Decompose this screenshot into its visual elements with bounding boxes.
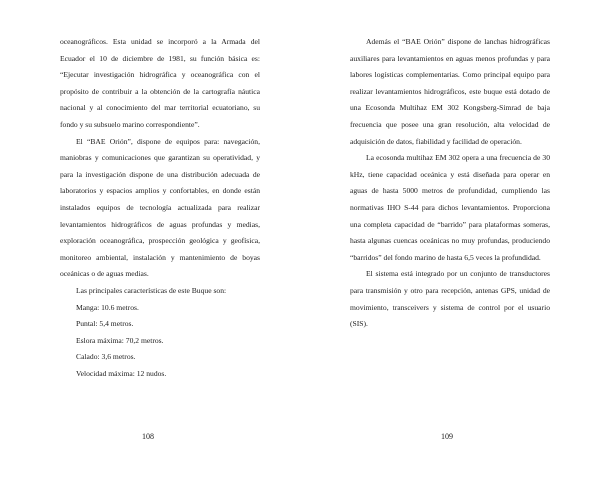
left-paragraph-1: oceanográficos. Esta unidad se incorporó a la Armada del Ecuador el 10 de diciembre de 1981, su función básica es: “Ejecutar investigación hidrográfica y oceanográfica con el propósito de contribuir a la obtención de la cartografía náutica nacional y al conocimiento del mar territorial ecuatoriano, su fondo y su subsuelo marino correspondiente”. (60, 37, 260, 129)
left-page-number: 108 (142, 432, 154, 441)
right-paragraph-2: La ecosonda multihaz EM 302 opera a una frecuencia de 30 kHz, tiene capacidad oceánica y está diseñada para operar en aguas de hasta 5000 metros de profundidad, cumpliendo las normativas IHO S-44 para dichos levantamientos. Proporciona una completa capacidad de “barrido” para plataformas someras, hasta algunas cuencas oceánicas no muy profundas, produciendo “barridos” del fondo marino de hasta 6,5 veces la profundidad. (350, 153, 550, 262)
spec-item-manga: Manga: 10.6 metros. (76, 302, 139, 312)
spec-item-velocidad: Velocidad máxima: 12 nudos. (76, 368, 167, 378)
right-page (350, 34, 550, 333)
spec-item-puntal: Puntal: 5,4 metros. (76, 319, 134, 329)
right-paragraph-1: Además el “BAE Orión” dispone de lanchas hidrográficas auxiliares para levantamientos en aguas menos profundas y para labores logísticas complementarias. Como principal equipo para realizar levantamientos hidrográficos, este buque está dotado de una Ecosonda Multihaz EM 302 Kongsberg-Simrad de baja frecuencia que posee una gran resolución, alta velocidad de adquisición de datos, fiabilidad y facilidad de operación. (350, 37, 550, 146)
right-paragraph-3: El sistema está integrado por un conjunto de transductores para transmisión y otro para recepción, antenas GPS, unidad de movimiento, transceivers y sistema de control por el usuario (SIS). (350, 269, 550, 329)
left-paragraph-3: Las principales características de este Buque son: (76, 285, 227, 295)
spec-item-calado: Calado: 3,6 metros. (76, 352, 136, 362)
spec-item-eslora: Eslora máxima: 70,2 metros. (76, 335, 164, 345)
right-page-number: 109 (441, 432, 453, 441)
left-page (60, 34, 260, 382)
left-paragraph-2: El “BAE Orión”, dispone de equipos para: navegación, maniobras y comunicaciones que garantizan su operatividad, y para la investigación dispone de una distribución adecuada de laboratorios y espacios amplios y confortables, en donde están instalados equipos de tecnología actualizada para realizar levantamientos hidrográficos de aguas profundas y medias, exploración oceanográfica, prospección geológica y geofísica, monitoreo ambiental, instalación y mantenimiento de boyas oceánicas o de aguas medias. (60, 136, 260, 279)
